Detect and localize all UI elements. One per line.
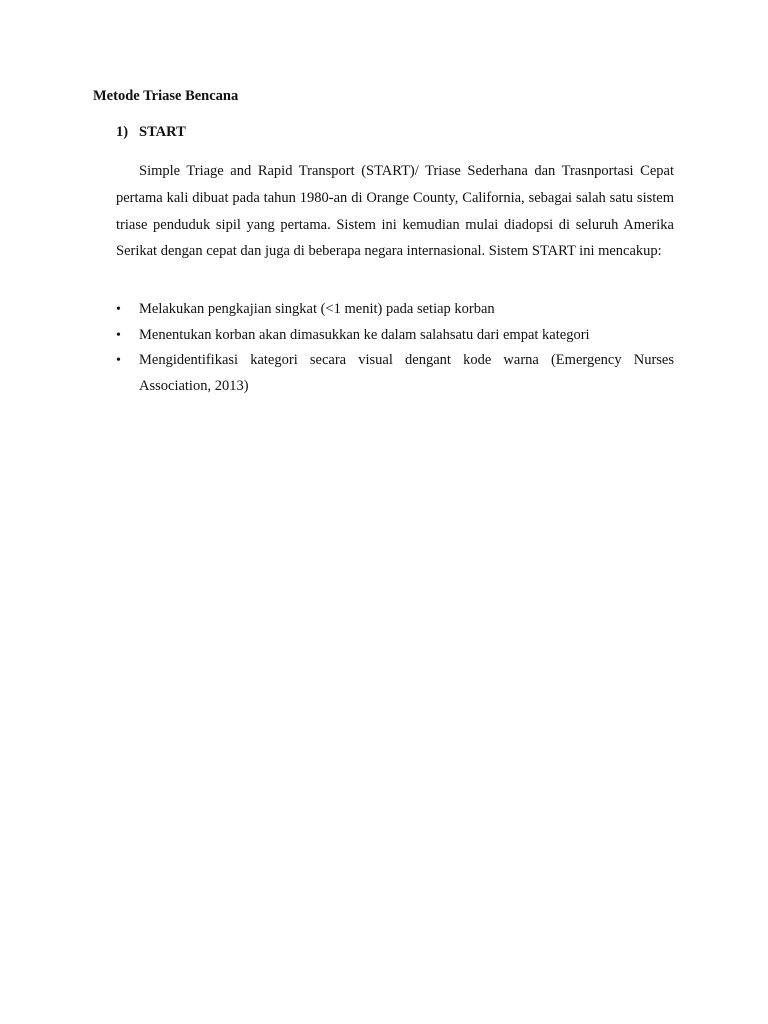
list-item [116,297,674,323]
section-number: 1) [116,124,129,140]
list-item-text: Mengidentifikasi kategori secara visual dengant kode warna (Emergency Nurses Association, 2013) [139,352,674,394]
list-item [116,323,674,349]
document-title: Metode Triase Bencana [93,88,239,104]
section-heading [116,124,186,141]
bullet-list [116,297,674,399]
section-title: START [139,124,186,140]
list-item-text: Menentukan korban akan dimasukkan ke dalam salahsatu dari empat kategori [139,326,590,343]
bullet-icon: • [116,302,121,317]
list-item-text: Melakukan pengkajian singkat (<1 menit) pada setiap korban [139,301,495,317]
body-paragraph: Simple Triage and Rapid Transport (START)/ Triase Sederhana dan Trasnportasi Cepat pertama kali dibuat pada tahun 1980-an di Orange County, California, sebagai salah satu sistem triase penduduk sipil yang pertama. Sistem ini kemudian mulai diadopsi di seluruh Amerika Serikat dengan cepat dan juga di beberapa negara internasional. Sistem START ini mencakup: [116,163,674,260]
bullet-icon: • [116,327,121,343]
list-item [116,348,674,399]
bullet-icon: • [116,353,121,368]
